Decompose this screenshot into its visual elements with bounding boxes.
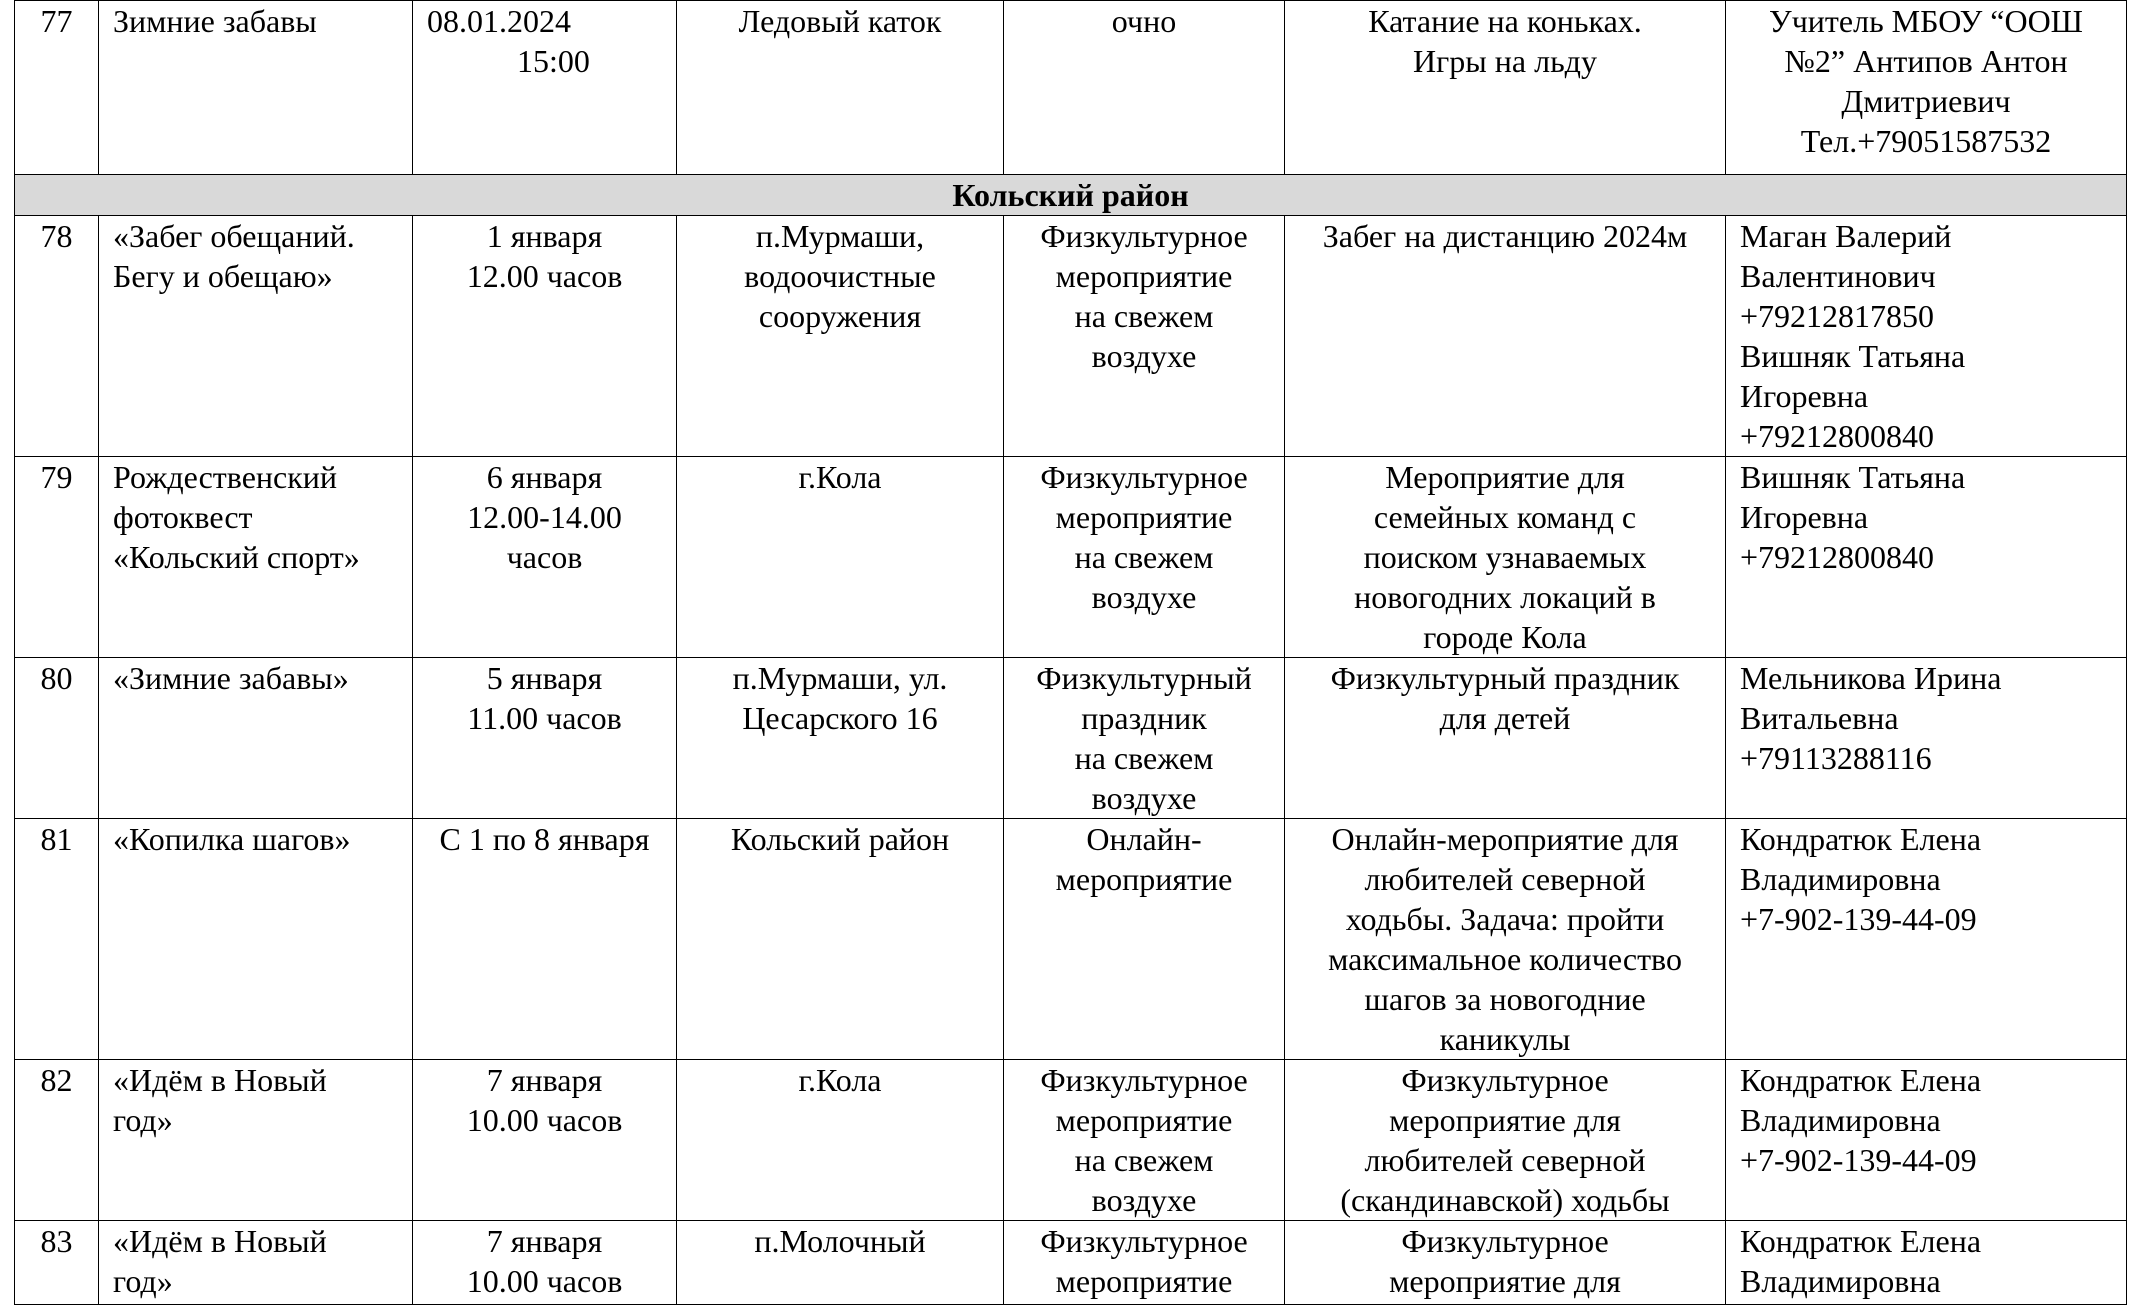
- cell-text-line: 7 января: [486, 1223, 603, 1259]
- cell-text-line: Физкультурное: [1040, 1223, 1248, 1259]
- cell-text-line: Игры на льду: [1413, 43, 1597, 79]
- cell-text-line: Мельникова Ирина: [1740, 660, 2002, 696]
- cell-event-name: [99, 1221, 413, 1305]
- cell-text-line: на свежем: [1074, 740, 1214, 776]
- cell-text-line: Игоревна: [1740, 499, 1869, 535]
- cell-text-line: Ледовый каток: [738, 3, 942, 39]
- cell-text-line: +79212800840: [1740, 539, 1935, 575]
- cell-text-line: 11.00 часов: [467, 700, 622, 736]
- cell-text-line: воздухе: [1091, 579, 1197, 615]
- cell-text-line: мероприятие для: [1389, 1263, 1621, 1299]
- cell-description: [1285, 819, 1726, 1060]
- table-row: [15, 1221, 2127, 1305]
- cell-text-line: +7-902-139-44-09: [1740, 901, 1977, 937]
- cell-text-line: (скандинавской) ходьбы: [1340, 1182, 1670, 1218]
- cell-text-line: 7 января: [486, 1062, 603, 1098]
- cell-text-line: Игоревна: [1740, 378, 1869, 414]
- events-table: [14, 0, 2127, 1305]
- cell-text-line: 15:00: [517, 43, 590, 79]
- cell-contact: [1726, 819, 2127, 1060]
- cell-text-line: новогодних локаций в: [1354, 579, 1656, 615]
- cell-contact: [1726, 216, 2127, 457]
- cell-text-line: Владимировна: [1740, 861, 1941, 897]
- cell-text-line: +7-902-139-44-09: [1740, 1142, 1977, 1178]
- cell-text-line: Владимировна: [1740, 1263, 1941, 1299]
- cell-text-line: любителей северной: [1364, 861, 1646, 897]
- table-row: [15, 457, 2127, 658]
- cell-text-line: Забег на дистанцию 2024м: [1322, 218, 1688, 254]
- cell-text-line: на свежем: [1074, 298, 1214, 334]
- cell-event-name: [99, 1060, 413, 1221]
- cell-place: [677, 658, 1004, 819]
- cell-text-line: шагов за новогодние: [1364, 981, 1646, 1017]
- cell-text-line: Физкультурный праздник: [1330, 660, 1680, 696]
- cell-text-line: «Идём в Новый: [113, 1223, 327, 1259]
- district-header-row: [15, 175, 2127, 216]
- cell-description: [1285, 457, 1726, 658]
- cell-text-line: Учитель МБОУ “ООШ: [1769, 3, 2083, 39]
- cell-text-line: на свежем: [1074, 539, 1214, 575]
- cell-place: [677, 1, 1004, 175]
- cell-text-line: воздухе: [1091, 1182, 1197, 1218]
- cell-event-name: [99, 819, 413, 1060]
- cell-text-line: ходьбы. Задача: пройти: [1345, 901, 1665, 937]
- cell-text-line: Дмитриевич: [1841, 83, 2011, 119]
- cell-text-line: Физкультурное: [1040, 1062, 1248, 1098]
- cell-text-line: Онлайн-мероприятие для: [1331, 821, 1679, 857]
- cell-text-line: г.Кола: [798, 459, 882, 495]
- table-row: [15, 1060, 2127, 1221]
- cell-text-line: максимальное количество: [1328, 941, 1682, 977]
- cell-format: [1004, 457, 1285, 658]
- cell-contact: [1726, 1, 2127, 175]
- cell-text-line: Катание на коньках.: [1368, 3, 1642, 39]
- cell-text-line: «Зимние забавы»: [113, 660, 349, 696]
- cell-text-line: Кондратюк Елена: [1740, 1062, 1982, 1098]
- cell-text-line: 08.01.2024: [427, 3, 571, 39]
- cell-number: 78: [15, 216, 99, 457]
- cell-text-line: Зимние забавы: [113, 3, 317, 39]
- cell-text-line: Физкультурный: [1036, 660, 1252, 696]
- cell-text-line: мероприятие: [1055, 499, 1233, 535]
- cell-text-line: год»: [113, 1102, 173, 1138]
- table-row: [15, 1, 2127, 175]
- cell-text-line: Физкультурное: [1040, 218, 1248, 254]
- events-table-page: [14, 0, 2126, 1305]
- cell-text-line: воздухе: [1091, 338, 1197, 374]
- cell-place: [677, 216, 1004, 457]
- cell-text-line: «Идём в Новый: [113, 1062, 327, 1098]
- cell-text-line: Физкультурное: [1401, 1062, 1609, 1098]
- cell-text-line: п.Мурмаши, ул.: [732, 660, 948, 696]
- cell-date-time: [413, 1221, 677, 1305]
- cell-text-line: очно: [1111, 3, 1177, 39]
- cell-text-line: №2” Антипов Антон: [1784, 43, 2068, 79]
- cell-text-line: Витальевна: [1740, 700, 1899, 736]
- cell-place: [677, 1060, 1004, 1221]
- cell-text-line: Кольский район: [730, 821, 950, 857]
- cell-format: [1004, 1, 1285, 175]
- cell-text-line: Онлайн-: [1086, 821, 1202, 857]
- cell-contact: [1726, 457, 2127, 658]
- cell-text-line: праздник: [1081, 700, 1207, 736]
- cell-text-line: п.Мурмаши,: [755, 218, 925, 254]
- cell-text-line: часов: [506, 539, 583, 575]
- cell-text-line: мероприятие: [1055, 1102, 1233, 1138]
- cell-text-line: Кондратюк Елена: [1740, 821, 1982, 857]
- cell-number: 81: [15, 819, 99, 1060]
- cell-text-line: Физкультурное: [1040, 459, 1248, 495]
- cell-number: 82: [15, 1060, 99, 1221]
- cell-date-time: [413, 457, 677, 658]
- cell-description: [1285, 216, 1726, 457]
- table-row: [15, 819, 2127, 1060]
- cell-number: 83: [15, 1221, 99, 1305]
- cell-text-line: 12.00-14.00: [467, 499, 622, 535]
- cell-format: [1004, 658, 1285, 819]
- cell-place: [677, 1221, 1004, 1305]
- cell-text-line: г.Кола: [798, 1062, 882, 1098]
- cell-format: [1004, 1060, 1285, 1221]
- cell-text-line: Вишняк Татьяна: [1740, 338, 1966, 374]
- cell-event-name: [99, 457, 413, 658]
- cell-text-line: +79212800840: [1740, 418, 1935, 454]
- cell-text-line: любителей северной: [1364, 1142, 1646, 1178]
- table-row: [15, 658, 2127, 819]
- cell-place: [677, 457, 1004, 658]
- cell-text-line: для детей: [1439, 700, 1571, 736]
- cell-text-line: Владимировна: [1740, 1102, 1941, 1138]
- cell-description: [1285, 1060, 1726, 1221]
- cell-contact: [1726, 1221, 2127, 1305]
- cell-contact: [1726, 658, 2127, 819]
- cell-text-line: 12.00 часов: [466, 258, 623, 294]
- cell-text-line: Рождественский: [113, 459, 338, 495]
- cell-text-line: каникулы: [1439, 1021, 1571, 1057]
- cell-text-line: «Копилка шагов»: [113, 821, 351, 857]
- cell-event-name: [99, 1, 413, 175]
- cell-text-line: Физкультурное: [1401, 1223, 1609, 1259]
- cell-text-line: мероприятие: [1055, 258, 1233, 294]
- cell-number: 77: [15, 1, 99, 175]
- cell-text-line: Мероприятие для: [1385, 459, 1625, 495]
- cell-date-time: [413, 1, 677, 175]
- cell-description: [1285, 1221, 1726, 1305]
- cell-text-line: +79212817850: [1740, 298, 1935, 334]
- cell-text-line: мероприятие для: [1389, 1102, 1621, 1138]
- district-title: Кольский район: [15, 175, 2127, 216]
- cell-text-line: сооружения: [758, 298, 922, 334]
- cell-event-name: [99, 216, 413, 457]
- cell-text-line: на свежем: [1074, 1142, 1214, 1178]
- cell-text-line: «Забег обещаний.: [113, 218, 355, 254]
- cell-contact: [1726, 1060, 2127, 1221]
- cell-text-line: п.Молочный: [754, 1223, 926, 1259]
- cell-text-line: год»: [113, 1263, 173, 1299]
- cell-description: [1285, 658, 1726, 819]
- cell-text-line: мероприятие: [1055, 1263, 1233, 1299]
- cell-date-time: [413, 1060, 677, 1221]
- cell-text-line: Бегу и обещаю»: [113, 258, 333, 294]
- cell-text-line: фотоквест: [113, 499, 253, 535]
- cell-text-line: Кондратюк Елена: [1740, 1223, 1982, 1259]
- table-row: [15, 216, 2127, 457]
- cell-text-line: Валентинович: [1740, 258, 1936, 294]
- cell-text-line: воздухе: [1091, 780, 1197, 816]
- cell-date-time: [413, 819, 677, 1060]
- cell-format: [1004, 216, 1285, 457]
- cell-text-line: 1 января: [486, 218, 603, 254]
- cell-date-time: [413, 658, 677, 819]
- cell-text-line: Вишняк Татьяна: [1740, 459, 1966, 495]
- cell-text-line: Тел.+79051587532: [1800, 123, 2052, 159]
- cell-text-line: 10.00 часов: [466, 1102, 623, 1138]
- cell-text-line: водоочистные: [744, 258, 936, 294]
- cell-text-line: 10.00 часов: [466, 1263, 623, 1299]
- cell-number: 80: [15, 658, 99, 819]
- cell-event-name: [99, 658, 413, 819]
- cell-text-line: мероприятие: [1055, 861, 1233, 897]
- cell-format: [1004, 819, 1285, 1060]
- cell-text-line: поиском узнаваемых: [1363, 539, 1647, 575]
- cell-number: 79: [15, 457, 99, 658]
- cell-place: [677, 819, 1004, 1060]
- cell-text-line: городе Кола: [1423, 619, 1587, 655]
- cell-text-line: +79113288116: [1740, 740, 1932, 776]
- cell-text-line: 6 января: [486, 459, 603, 495]
- cell-text-line: Маган Валерий: [1740, 218, 1952, 254]
- cell-format: [1004, 1221, 1285, 1305]
- cell-text-line: С 1 по 8 января: [439, 821, 650, 857]
- cell-date-time: [413, 216, 677, 457]
- cell-text-line: семейных команд с: [1373, 499, 1637, 535]
- cell-text-line: 5 января: [486, 660, 603, 696]
- cell-description: [1285, 1, 1726, 175]
- cell-text-line: Цесарского 16: [742, 700, 938, 736]
- cell-text-line: «Кольский спорт»: [113, 539, 360, 575]
